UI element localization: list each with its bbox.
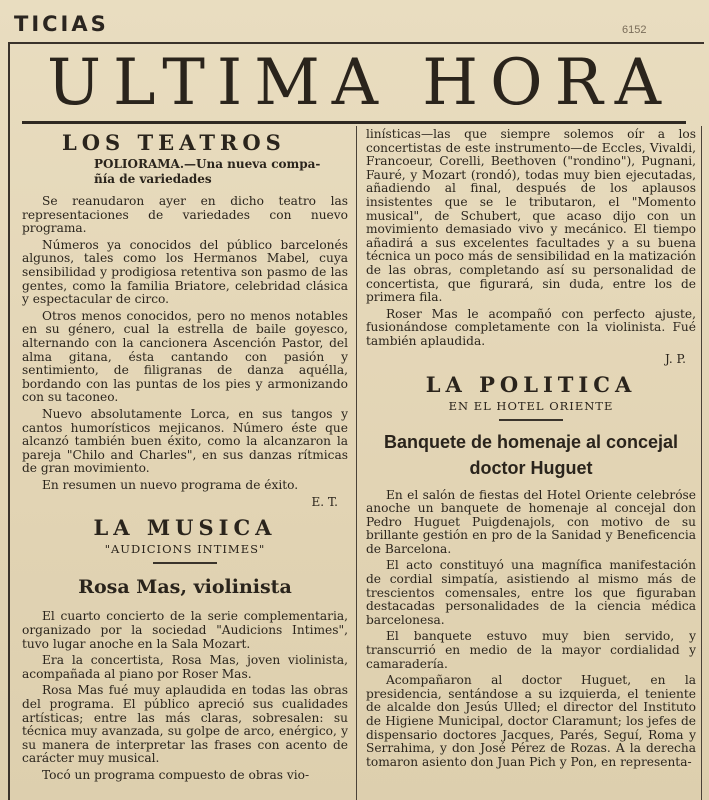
- teatros-kicker: LOS TEATROS: [62, 130, 286, 155]
- section-label: TICIAS: [14, 12, 109, 36]
- right-column-border: [701, 126, 702, 800]
- politica-paragraph: Acompañaron al doctor Huguet, en la presidencia, sentándose a su izquierda, el teniente de alcalde don Jesús Ulled; el director del Instituto de Higiene Municipal, doctor Claramunt; los jefes de dispensario doctores Jacques, Parés, Seguí, Roma y Serrahima, y don José Pérez de Rozas. A la derecha tomaron asiento don Juan Pich y Pon, en representa-: [366, 673, 696, 769]
- musica-continuation: linísticas—las que siempre solemos oír a los concertistas de este instrumento—de Eccles, Vivaldi, Francoeur, Corelli, Beethoven ("rondino"), Pugnani, Fauré, y Mozart (rondó), todas muy bien ejecutadas, añadiendo al final, después de los aplausos insistentes que se le tributaron, el "Momento musical", de Schubert, que acaso dijo con un movimiento demasiado vivo y mecánico. El tiempo añadirá a sus excelentes facultades y a su buena técnica un poco más de sensibilidad en la matización de las obras, completando así su personalidad de concertista, que figurará, sin duda, entre los de primera fila.: [366, 128, 696, 305]
- teatros-sub-line2: ñía de variedades: [94, 172, 212, 186]
- short-rule: [499, 419, 563, 421]
- politica-headline-line1: Banquete de homenaje al concejal: [383, 431, 679, 452]
- teatros-paragraph: Números ya conocidos del público barcelonés algunos, tales como los Hermanos Mabel, cuya sensibilidad y prodigiosa retentiva son pasmo de las gentes, como la familia Briatore, celebridad clásica y espectacular de circo.: [22, 237, 348, 307]
- musica-headline: Rosa Mas, violinista: [78, 576, 292, 599]
- left-column: [22, 128, 348, 800]
- masthead-rule: [22, 121, 686, 124]
- teatros-signature: E. T.: [311, 495, 338, 510]
- musica-continuation: Roser Mas le acompañó con perfecto ajuste, fusionándose completamente con la violinista. Fué también aplaudida.: [366, 306, 696, 348]
- musica-paragraph: Tocó un programa compuesto de obras vio-: [42, 768, 310, 782]
- teatros-paragraph: En resumen un nuevo programa de éxito.: [42, 477, 299, 492]
- frame-left-rule: [8, 44, 10, 800]
- teatros-paragraph: Nuevo absolutamente Lorca, en sus tangos y cantos humorísticos mejicanos. Número éste que alcanzó también buen éxito, como la alcanzaron la pareja "Chilo and Charles", en sus danzas rítmicas de gran movimiento.: [22, 406, 348, 476]
- right-column: [366, 128, 696, 800]
- teatros-paragraph: Otros menos conocidos, pero no menos notables en su género, cual la estrella de baile goyesco, alternando con la cancionera Ascención Pastor, del alma gitana, ésta cantando con pasión y sentimiento, de filigranas de danza aquélla, bordando con las puntas de los pies y armonizando con su taconeo.: [22, 308, 348, 405]
- teatros-sub-line1: POLIORAMA.—Una nueva compa-: [94, 157, 321, 171]
- musica-paragraph: El cuarto concierto de la serie complementaria, organizado por la sociedad "Audicions Intimes", tuvo lugar anoche en la Sala Mozart.: [22, 609, 348, 651]
- politica-subheading: EN EL HOTEL ORIENTE: [448, 398, 614, 413]
- short-rule: [153, 562, 217, 564]
- musica-paragraph: Rosa Mas fué muy aplaudida en todas las obras del programa. El público apreció sus cualidades artísticas; entre las más claras, sobresalen: su técnica muy avanzada, su golpe de arco, enérgico, y su manera de interpretar las frases con acento de carácter muy musical.: [22, 683, 348, 766]
- politica-headline: [374, 429, 688, 481]
- musica-signature: J. P.: [665, 351, 686, 366]
- politica-kicker: LA POLITICA: [425, 371, 637, 397]
- politica-paragraph: En el salón de fiestas del Hotel Oriente celebróse anoche un banquete de homenaje al concejal don Pedro Huguet Puigdenajols, con motivo de su brillante gestión en pro de la Sanidad y Beneficencia de Barcelona.: [366, 487, 696, 556]
- column-divider: [356, 126, 357, 800]
- musica-paragraph: Era la concertista, Rosa Mas, joven violinista, acompañada al piano por Roser Mas.: [22, 653, 348, 681]
- politica-headline-line2: doctor Huguet: [469, 457, 593, 478]
- archive-reference: 6152: [622, 24, 647, 36]
- politica-paragraph: El acto constituyó una magnífica manifestación de cordial simpatía, asistiendo al mismo más de trescientos comensales, entre los que figuraban destacadas personalidades de la ciencia médica barcelonesa.: [366, 558, 696, 627]
- header-rule: [8, 42, 704, 44]
- teatros-paragraph: Se reanudaron ayer en dicho teatro las representaciones de variedades con nuevo programa.: [22, 194, 348, 236]
- masthead-title: ULTIMA HORA: [47, 46, 673, 120]
- politica-paragraph: El banquete estuvo muy bien servido, y transcurrió en medio de la mayor cordialidad y camaradería.: [366, 629, 696, 671]
- teatros-subheading: [94, 157, 348, 187]
- musica-kicker: LA MUSICA: [93, 515, 277, 541]
- musica-subheading: "AUDICIONS INTIMES": [104, 542, 266, 557]
- page-header: [0, 0, 709, 46]
